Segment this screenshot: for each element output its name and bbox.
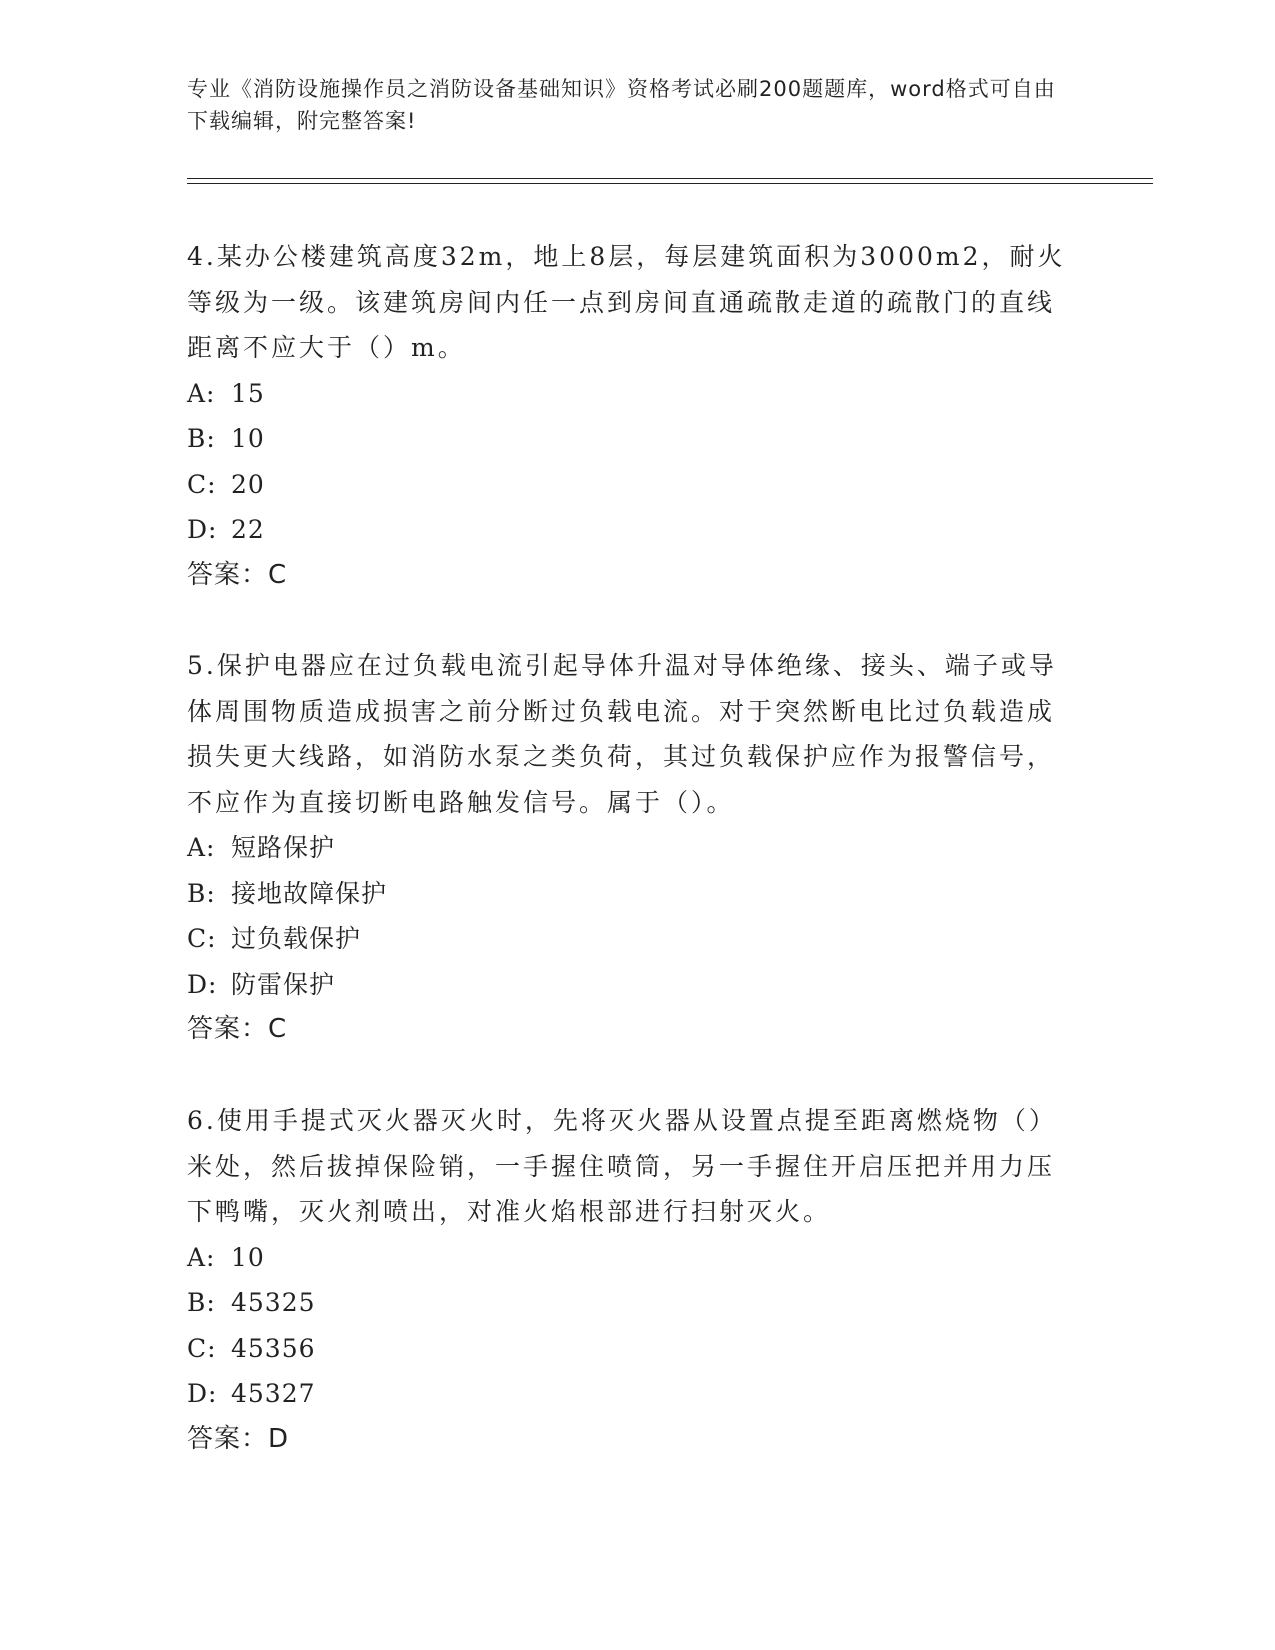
answer-text: 答案：C (187, 1014, 288, 1044)
question-block-6 (187, 1098, 1067, 1462)
option-a (187, 1235, 1067, 1281)
question-block-4 (187, 234, 1067, 598)
option-text: 短路保护 (231, 833, 336, 862)
document-header: 专业《消防设施操作员之消防设备基础知识》资格考试必刷200题题库，word格式可自由下载编辑，附完整答案! (187, 77, 1056, 133)
option-label: A: (187, 378, 216, 408)
question-text: 4.某办公楼建筑高度32m，地上8层，每层建筑面积为3000m2，耐火等级为一级。该建筑房间内任一点到房间直通疏散走道的疏散门的直线距离不应大于（）m。 (187, 242, 1066, 362)
question-text: 6.使用手提式灭火器灭火时，先将灭火器从设置点提至距离燃烧物（）米处，然后拔掉保险销，一手握住喷筒，另一手握住开启压把并用力压下鸭嘴，灭火剂喷出，对准火焰根部进行扫射灭火。 (187, 1106, 1057, 1226)
option-c (187, 462, 1067, 508)
option-label: A: (187, 1242, 216, 1272)
option-text: 15 (231, 378, 265, 408)
option-label: B: (187, 878, 216, 908)
option-label: C: (187, 1333, 217, 1363)
option-a (187, 371, 1067, 417)
option-a (187, 825, 1067, 871)
option-text: 45325 (231, 1288, 316, 1317)
option-label: D: (187, 515, 218, 544)
option-c (187, 1326, 1067, 1372)
option-d (187, 962, 1067, 1008)
option-text: 过负载保护 (231, 924, 362, 953)
option-text: 22 (231, 515, 265, 544)
header-divider-bottom (187, 183, 1153, 184)
question-text: 5.保护电器应在过负载电流引起导体升温对导体绝缘、接头、端子或导体周围物质造成损害之前分断过负载电流。对于突然断电比过负载造成损失更大线路，如消防水泵之类负荷，其过负载保护应作为报警信号，不应作为直接切断电路触发信号。属于（）。 (187, 651, 1057, 817)
answer-text: 答案：C (187, 559, 288, 590)
header-divider-top (187, 178, 1153, 179)
option-label: D: (187, 1379, 218, 1408)
option-b (187, 1280, 1067, 1326)
option-text: 20 (231, 469, 265, 499)
option-label: A: (187, 833, 216, 862)
option-d (187, 1371, 1067, 1417)
option-text: 10 (231, 1242, 265, 1272)
option-label: C: (187, 924, 217, 953)
option-text: 45356 (231, 1333, 316, 1363)
option-label: D: (187, 969, 218, 999)
option-b (187, 871, 1067, 917)
option-label: C: (187, 469, 217, 499)
option-label: B: (187, 1288, 216, 1317)
option-text: 10 (231, 424, 265, 453)
option-label: B: (187, 424, 216, 453)
option-c (187, 916, 1067, 962)
answer-text: 答案：D (187, 1423, 290, 1454)
option-d (187, 507, 1067, 553)
option-b (187, 416, 1067, 462)
question-block-5 (187, 643, 1067, 1053)
option-text: 45327 (231, 1379, 316, 1408)
option-text: 防雷保护 (231, 969, 336, 999)
option-text: 接地故障保护 (231, 878, 388, 908)
